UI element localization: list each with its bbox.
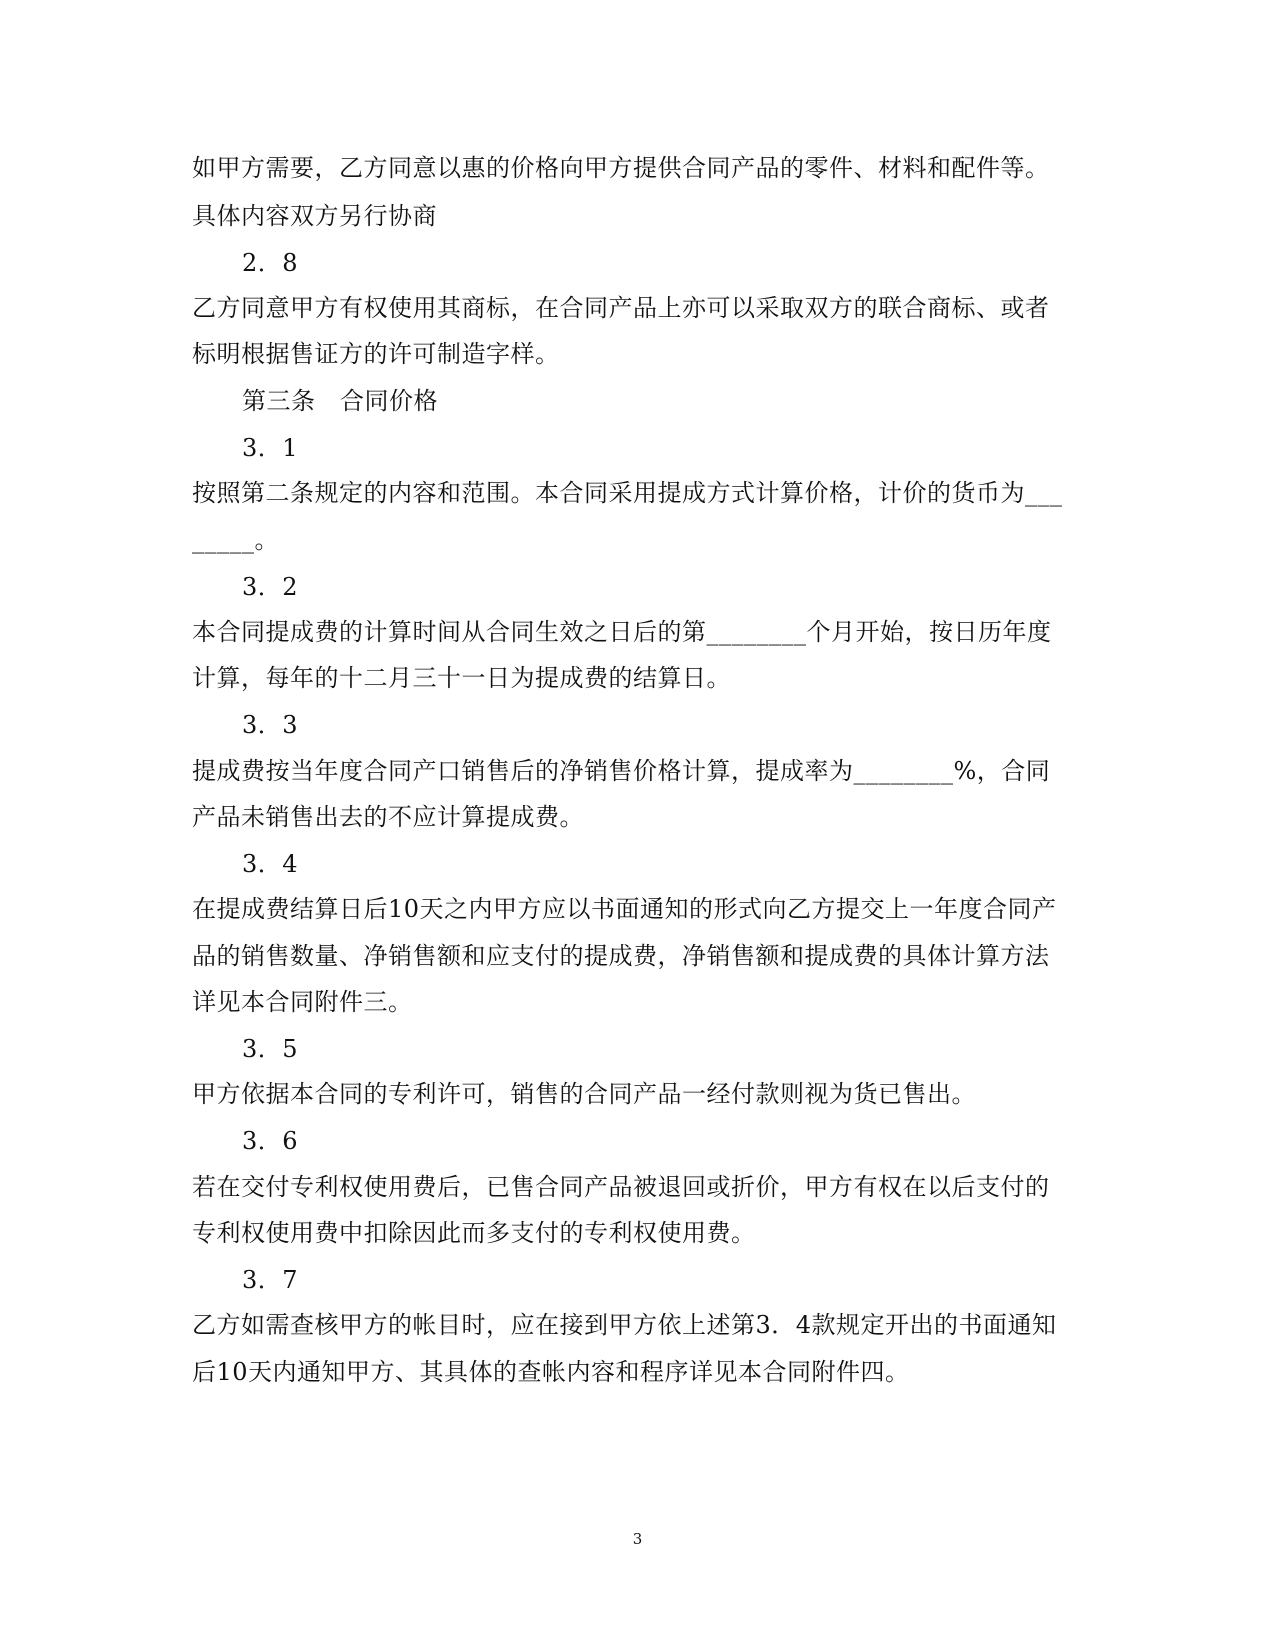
body-text-line: 品的销售数量、净销售额和应支付的提成费，净销售额和提成费的具体计算方法	[192, 942, 1050, 970]
clause-number: 3．2	[242, 573, 299, 601]
body-text-line: 计算，每年的十二月三十一日为提成费的结算日。	[192, 664, 731, 692]
clause-number: 3．7	[242, 1266, 299, 1294]
page-number: 3	[632, 1530, 643, 1548]
body-text-line: 如甲方需要，乙方同意以惠的价格向甲方提供合同产品的零件、材料和配件等。	[192, 154, 1050, 182]
clause-number: 3．1	[242, 434, 299, 462]
body-text-line: 产品未销售出去的不应计算提成费。	[192, 803, 584, 831]
section-heading: 第三条 合同价格	[242, 387, 438, 415]
clause-number: 3．4	[242, 850, 299, 878]
body-text-line: 甲方依据本合同的专利许可，销售的合同产品一经付款则视为货已售出。	[192, 1080, 976, 1108]
clause-number: 2．8	[242, 249, 299, 277]
body-text-line: 提成费按当年度合同产口销售后的净销售价格计算，提成率为________%，合同	[192, 757, 1051, 785]
body-text-line: 后10天内通知甲方、其具体的查帐内容和程序详见本合同附件四。	[192, 1358, 910, 1386]
body-text-line: 乙方同意甲方有权使用其商标，在合同产品上亦可以采取双方的联合商标、或者	[192, 294, 1050, 322]
body-text-line: 本合同提成费的计算时间从合同生效之日后的第________个月开始，按日历年度	[192, 618, 1052, 646]
body-text-line: 专利权使用费中扣除因此而多支付的专利权使用费。	[192, 1219, 756, 1247]
body-text-line: 若在交付专利权使用费后，已售合同产品被退回或折价，甲方有权在以后支付的	[192, 1173, 1050, 1201]
body-text-line: 在提成费结算日后10天之内甲方应以书面通知的形式向乙方提交上一年度合同产	[192, 895, 1057, 923]
body-text-line: _____。	[192, 526, 279, 554]
body-text-line: 具体内容双方另行协商	[192, 202, 437, 230]
clause-number: 3．5	[242, 1035, 299, 1063]
body-text-line: 标明根据售证方的许可制造字样。	[192, 340, 560, 368]
body-text-line: 按照第二条规定的内容和范围。本合同采用提成方式计算价格，计价的货币为___	[192, 479, 1063, 507]
body-text-line: 详见本合同附件三。	[192, 988, 413, 1016]
clause-number: 3．6	[242, 1127, 299, 1155]
clause-number: 3．3	[242, 711, 299, 739]
body-text-line: 乙方如需查核甲方的帐目时，应在接到甲方依上述第3．4款规定开出的书面通知	[192, 1311, 1057, 1339]
